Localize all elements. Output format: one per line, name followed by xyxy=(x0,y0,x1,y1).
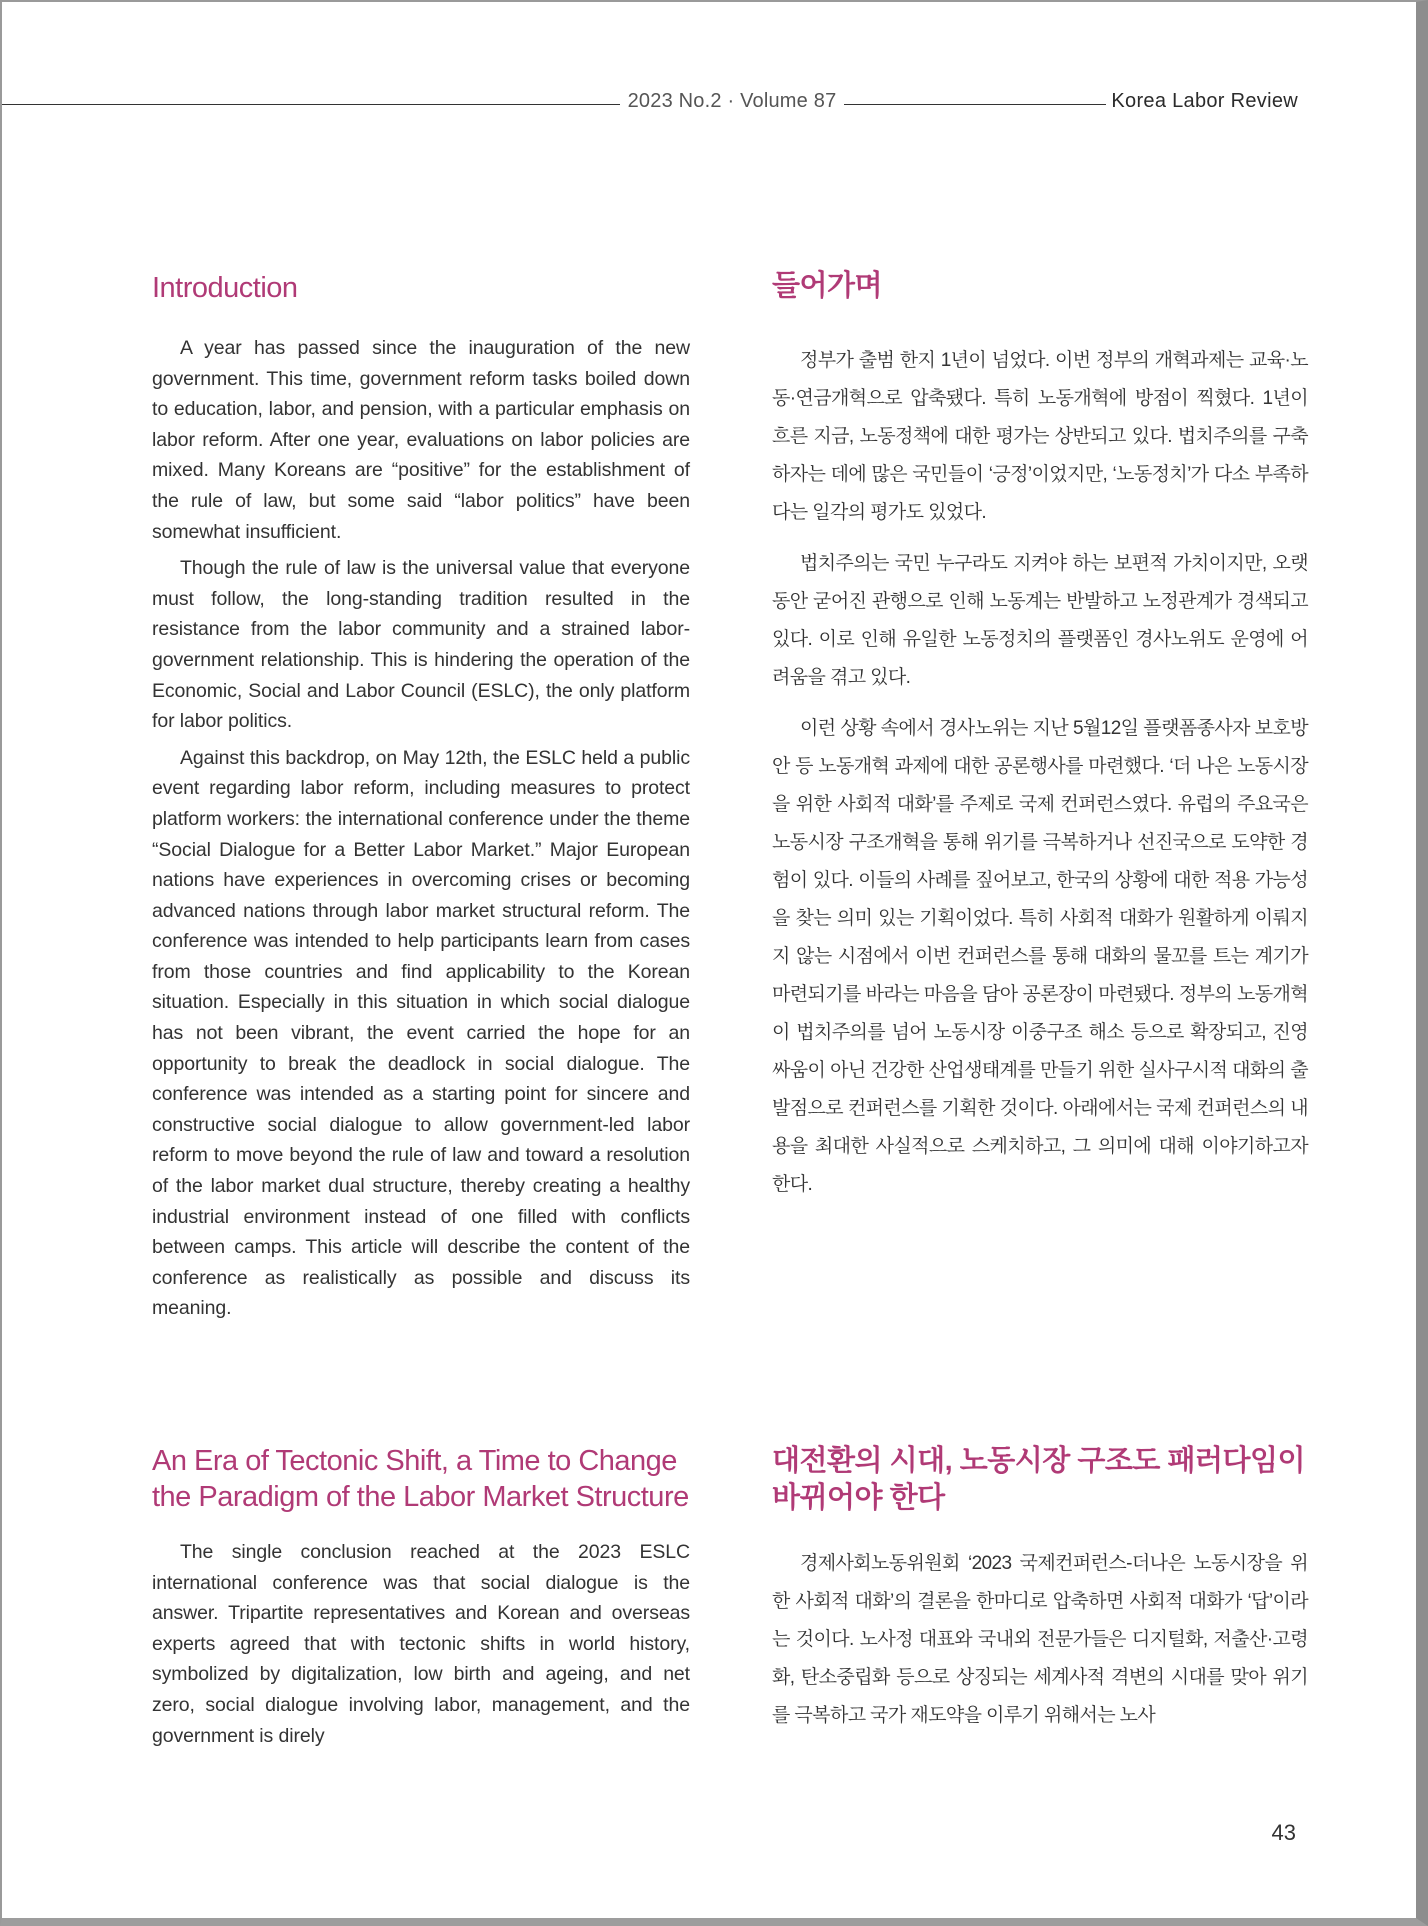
paragraph: The single conclusion reached at the 2023 ESLC international conference was that social dialogue is the answer. Tripartite representatives and Korean and overseas experts agreed that with tectonic shifts in world history, symbolized by digitalization, low birth and ageing, and net zero, social dialogue involving labor, management, and the government is direly xyxy=(152,1541,690,1747)
issue-volume: 2023 No.2 · Volume 87 xyxy=(627,90,837,112)
introduction-english xyxy=(152,270,690,1330)
section-heading-korean-2: 대전환의 시대, 노동시장 구조도 패러다임이 바뀌어야 한다 xyxy=(772,1445,1306,1514)
section-heading-introduction: Introduction xyxy=(152,272,298,304)
paragraph: 이런 상황 속에서 경사노위는 지난 5월12일 플랫폼종사자 보호방안 등 노동개혁 과제에 대한 공론행사를 마련했다. ‘더 나은 노동시장을 위한 사회적 대화’를 주제로 국제 컨퍼런스였다. 유럽의 주요국은 노동시장 구조개혁을 통해 위기를 극복하거나 선진국으로 도약한 경험이 있다. 이들의 사례를 짚어보고, 한국의 상황에 대한 적용 가능성을 찾는 의미 있는 기획이었다. 특히 사회적 대화가 원활하게 이뤄지지 않는 시점에서 이번 컨퍼런스를 통해 대화의 물꼬를 트는 계기가 마련되기를 바라는 마음을 담아 공론장이 마련됐다. 정부의 노동개혁이 법치주의를 넘어 노동시장 이중구조 해소 등으로 확장되고, 진영싸움이 아닌 건강한 산업생태계를 만들기 위한 실사구시적 대화의 출발점으로 컨퍼런스를 기획한 것이다. 아래에서는 국제 컨퍼런스의 내용을 최대한 사실적으로 스케치하고, 그 의미에 대해 이야기하고자 한다. xyxy=(772,718,1308,1195)
paragraph: Though the rule of law is the universal value that everyone must follow, the long-standing tradition resulted in the resistance from the labor community and a strained labor-government relationship. This is hindering the operation of the Economic, Social and Labor Council (ESLC), the only platform for labor politics. xyxy=(152,557,690,733)
section-heading-tectonic-shift: An Era of Tectonic Shift, a Time to Change the Paradigm of the Labor Market Structure xyxy=(152,1445,689,1513)
paragraph: 정부가 출범 한지 1년이 넘었다. 이번 정부의 개혁과제는 교육·노동·연금개혁으로 압축됐다. 특히 노동개혁에 방점이 찍혔다. 1년이 흐른 지금, 노동정책에 대한 평가는 상반되고 있다. 법치주의를 구축하자는 데에 많은 국민들이 ‘긍정’이었지만, ‘노동정치’가 다소 부족하다는 일각의 평가도 있었다. xyxy=(772,350,1308,523)
introduction-korean xyxy=(772,268,1308,1217)
paragraph: 법치주의는 국민 누구라도 지켜야 하는 보편적 가치이지만, 오랫동안 굳어진 관행으로 인해 노동계는 반발하고 노정관계가 경색되고 있다. 이로 인해 유일한 노동정치의 플랫폼인 경사노위도 운영에 어려움을 겪고 있다. xyxy=(772,553,1308,688)
journal-title: Korea Labor Review xyxy=(1111,90,1298,112)
paragraph: Against this backdrop, on May 12th, the ESLC held a public event regarding labor reform, including measures to protect platform workers: the international conference under the theme “Social Dialogue for a Better Labor Market.” Major European nations have experiences in overcoming crises or becoming advanced nations through labor market structural reform. The conference was intended to help participants learn from cases from those countries and find applicability to the Korean situation. Especially in this situation in which social dialogue has not been vibrant, the event carried the hope for an opportunity to break the deadlock in social dialogue. The conference was intended as a starting point for sincere and constructive social dialogue to allow government-led labor reform to move beyond the rule of law and toward a resolution of the labor market dual structure, thereby creating a healthy industrial environment instead of one filled with conflicts between camps. This article will describe the content of the conference as realistically as possible and discuss its meaning. xyxy=(152,746,690,1320)
tectonic-shift-english xyxy=(152,1443,690,1757)
page-number: 43 xyxy=(1271,1820,1296,1845)
header-rule-left xyxy=(2,104,620,105)
paragraph: 경제사회노동위원회 ‘2023 국제컨퍼런스-더나은 노동시장을 위한 사회적 대화’의 결론을 한마디로 압축하면 사회적 대화가 ‘답’이라는 것이다. 노사정 대표와 국내외 전문가들은 디지털화, 저출산·고령화, 탄소중립화 등으로 상징되는 세계사적 격변의 시대를 맞아 위기를 극복하고 국가 재도약을 이루기 위해서는 노사 xyxy=(772,1553,1308,1726)
header-rule-right xyxy=(844,104,1106,105)
paragraph: A year has passed since the inauguration of the new government. This time, government reform tasks boiled down to education, labor, and pension, with a particular emphasis on labor reform. After one year, evaluations on labor policies are mixed. Many Koreans are “positive” for the establishment of the rule of law, but some said “labor politics” have been somewhat insufficient. xyxy=(152,337,690,543)
section-heading-korean: 들어가며 xyxy=(772,270,883,302)
tectonic-shift-korean xyxy=(772,1443,1308,1748)
